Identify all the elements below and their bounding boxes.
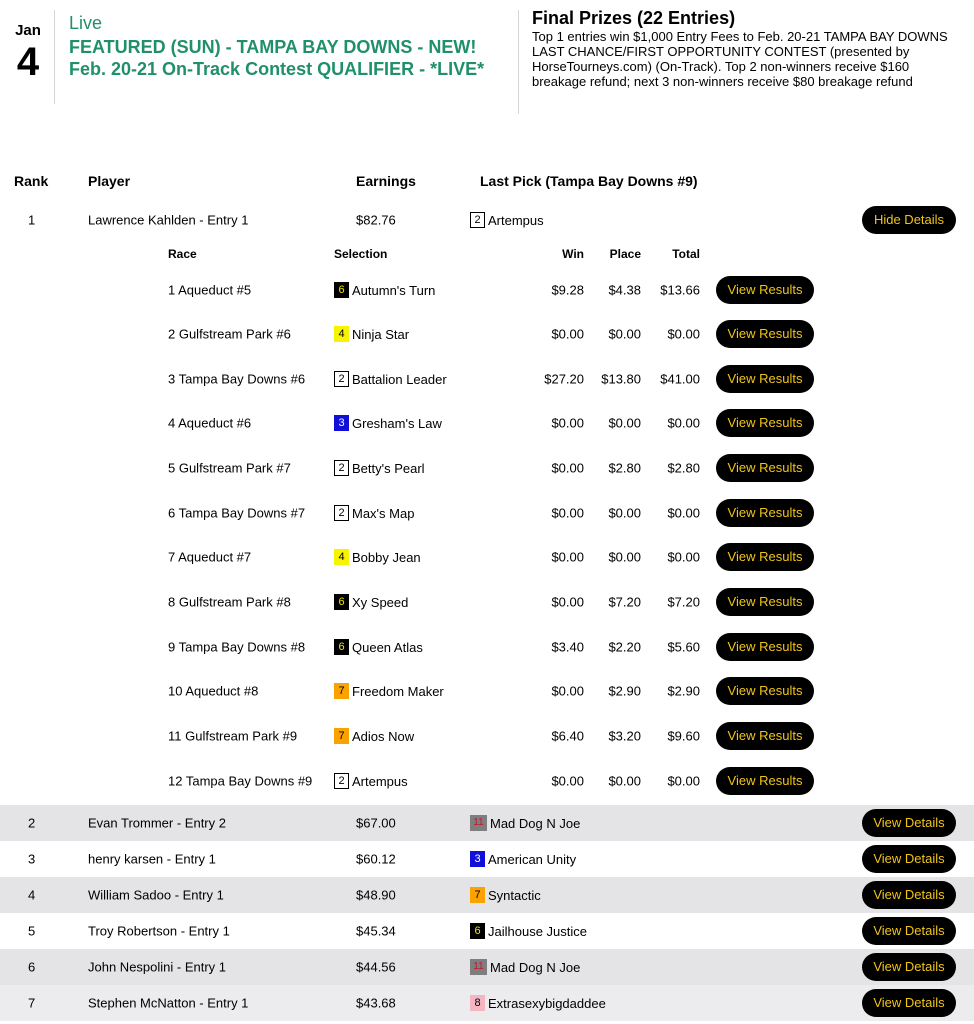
total-payout: $0.00 bbox=[667, 549, 700, 565]
win-payout: $0.00 bbox=[551, 505, 584, 521]
saddle-cloth-number: 6 bbox=[470, 923, 485, 939]
race-name: 1 Aqueduct #5 bbox=[168, 282, 252, 298]
last-pick bbox=[470, 815, 580, 831]
last-pick bbox=[470, 887, 541, 903]
place-payout: $0.00 bbox=[608, 326, 641, 342]
total-payout: $7.20 bbox=[667, 594, 700, 610]
horse-name: Jailhouse Justice bbox=[488, 923, 587, 939]
saddle-cloth-number: 11 bbox=[470, 959, 487, 975]
race-detail-row bbox=[0, 759, 974, 803]
selection bbox=[334, 415, 442, 431]
race-detail-row bbox=[0, 268, 974, 312]
player-name: henry karsen - Entry 1 bbox=[88, 851, 216, 867]
horse-name: Autumn's Turn bbox=[352, 282, 436, 298]
race-detail-row bbox=[0, 535, 974, 579]
saddle-cloth-number: 6 bbox=[334, 594, 349, 610]
race-name: 3 Tampa Bay Downs #6 bbox=[168, 371, 306, 387]
race-detail-row bbox=[0, 357, 974, 401]
place-payout: $0.00 bbox=[608, 415, 641, 431]
column-header-last-pick: Last Pick (Tampa Bay Downs #9) bbox=[480, 173, 698, 189]
column-header-earnings: Earnings bbox=[356, 173, 416, 189]
horse-name: Artempus bbox=[352, 773, 408, 789]
total-payout: $41.00 bbox=[660, 371, 700, 387]
earnings: $48.90 bbox=[356, 887, 396, 903]
saddle-cloth-number: 11 bbox=[470, 815, 487, 831]
leaderboard-row bbox=[0, 877, 974, 913]
win-payout: $0.00 bbox=[551, 594, 584, 610]
win-payout: $3.40 bbox=[551, 639, 584, 655]
earnings: $44.56 bbox=[356, 959, 396, 975]
view-results-button[interactable]: View Results bbox=[716, 409, 814, 437]
view-results-button[interactable]: View Results bbox=[716, 677, 814, 705]
race-name: 12 Tampa Bay Downs #9 bbox=[168, 773, 313, 789]
race-name: 10 Aqueduct #8 bbox=[168, 683, 259, 699]
win-payout: $27.20 bbox=[544, 371, 584, 387]
player-name: Evan Trommer - Entry 2 bbox=[88, 815, 226, 831]
prize-divider bbox=[518, 10, 519, 114]
view-results-button[interactable]: View Results bbox=[716, 588, 814, 616]
view-results-button[interactable]: View Results bbox=[716, 722, 814, 750]
race-detail-row bbox=[0, 580, 974, 624]
rank: 2 bbox=[28, 815, 36, 831]
race-name: 4 Aqueduct #6 bbox=[168, 415, 252, 431]
place-payout: $0.00 bbox=[608, 549, 641, 565]
win-payout: $0.00 bbox=[551, 460, 584, 476]
race-detail-row bbox=[0, 312, 974, 356]
earnings: $67.00 bbox=[356, 815, 396, 831]
race-name: 6 Tampa Bay Downs #7 bbox=[168, 505, 306, 521]
total-payout: $2.90 bbox=[667, 683, 700, 699]
saddle-cloth-number: 7 bbox=[470, 887, 485, 903]
selection bbox=[334, 371, 447, 387]
selection bbox=[334, 728, 414, 744]
contest-date bbox=[12, 22, 44, 82]
place-payout: $0.00 bbox=[608, 505, 641, 521]
view-details-button[interactable]: View Details bbox=[862, 845, 956, 873]
win-payout: $9.28 bbox=[551, 282, 584, 298]
column-header-player: Player bbox=[88, 173, 131, 189]
win-payout: $0.00 bbox=[551, 773, 584, 789]
details-header-race: Race bbox=[168, 247, 197, 261]
view-results-button[interactable]: View Results bbox=[716, 767, 814, 795]
place-payout: $2.90 bbox=[608, 683, 641, 699]
horse-name: Battalion Leader bbox=[352, 371, 447, 387]
saddle-cloth-number: 2 bbox=[334, 460, 349, 476]
horse-name: Extrasexybigdaddee bbox=[488, 995, 606, 1011]
last-pick bbox=[470, 851, 576, 867]
leaderboard-row bbox=[0, 985, 974, 1021]
race-detail-row bbox=[0, 401, 974, 445]
hide-details-button[interactable]: Hide Details bbox=[862, 206, 956, 234]
place-payout: $3.20 bbox=[608, 728, 641, 744]
horse-name: Mad Dog N Joe bbox=[490, 815, 581, 831]
horse-name: Gresham's Law bbox=[352, 415, 442, 431]
rank: 6 bbox=[28, 959, 36, 975]
selection bbox=[334, 282, 435, 298]
selection bbox=[334, 460, 425, 476]
rank: 5 bbox=[28, 923, 36, 939]
details-header-place: Place bbox=[609, 247, 641, 261]
view-results-button[interactable]: View Results bbox=[716, 454, 814, 482]
last-pick bbox=[470, 212, 544, 228]
view-details-button[interactable]: View Details bbox=[862, 881, 956, 909]
contest-status: Live bbox=[69, 13, 103, 33]
total-payout: $0.00 bbox=[667, 326, 700, 342]
saddle-cloth-number: 7 bbox=[334, 683, 349, 699]
saddle-cloth-number: 2 bbox=[334, 505, 349, 521]
view-details-button[interactable]: View Details bbox=[862, 953, 956, 981]
last-pick bbox=[470, 923, 587, 939]
leaderboard-row bbox=[0, 841, 974, 877]
horse-name: Queen Atlas bbox=[352, 639, 423, 655]
details-header-win: Win bbox=[562, 247, 584, 261]
saddle-cloth-number: 7 bbox=[334, 728, 349, 744]
win-payout: $0.00 bbox=[551, 326, 584, 342]
race-detail-row bbox=[0, 491, 974, 535]
horse-name: Syntactic bbox=[488, 887, 541, 903]
selection bbox=[334, 594, 408, 610]
view-results-button[interactable]: View Results bbox=[716, 276, 814, 304]
view-results-button[interactable]: View Results bbox=[716, 499, 814, 527]
win-payout: $6.40 bbox=[551, 728, 584, 744]
saddle-cloth-number: 6 bbox=[334, 639, 349, 655]
saddle-cloth-number: 8 bbox=[470, 995, 485, 1011]
leaderboard-row bbox=[0, 949, 974, 985]
prize-description: Top 1 entries win $1,000 Entry Fees to Feb. 20-21 TAMPA BAY DOWNS LAST CHANCE/FIRST OPPORTUNITY CONTEST (presented by HorseTourneys.com) (On-Track). Top 2 non-winners receive $160 breakage refund; next 3 non-winners receive $80 breakage refund bbox=[532, 29, 948, 89]
race-name: 9 Tampa Bay Downs #8 bbox=[168, 639, 306, 655]
horse-name: Mad Dog N Joe bbox=[490, 959, 581, 975]
saddle-cloth-number: 2 bbox=[334, 773, 349, 789]
header-divider bbox=[54, 10, 55, 104]
saddle-cloth-number: 2 bbox=[470, 212, 485, 228]
total-payout: $9.60 bbox=[667, 728, 700, 744]
horse-name: Ninja Star bbox=[352, 326, 410, 342]
horse-name: Artempus bbox=[488, 212, 544, 228]
race-detail-row bbox=[0, 625, 974, 669]
race-name: 5 Gulfstream Park #7 bbox=[168, 460, 291, 476]
saddle-cloth-number: 3 bbox=[470, 851, 485, 867]
horse-name: Freedom Maker bbox=[352, 683, 444, 699]
leaderboard-row bbox=[0, 805, 974, 841]
saddle-cloth-number: 4 bbox=[334, 326, 349, 342]
horse-name: Betty's Pearl bbox=[352, 460, 425, 476]
player-name: Lawrence Kahlden - Entry 1 bbox=[88, 212, 249, 228]
rank: 4 bbox=[28, 887, 36, 903]
player-name: William Sadoo - Entry 1 bbox=[88, 887, 224, 903]
horse-name: American Unity bbox=[488, 851, 577, 867]
total-payout: $0.00 bbox=[667, 415, 700, 431]
view-details-button[interactable]: View Details bbox=[862, 917, 956, 945]
place-payout: $7.20 bbox=[608, 594, 641, 610]
horse-name: Max's Map bbox=[352, 505, 415, 521]
leaderboard-row bbox=[0, 202, 974, 238]
rank: 3 bbox=[28, 851, 36, 867]
saddle-cloth-number: 6 bbox=[334, 282, 349, 298]
race-name: 11 Gulfstream Park #9 bbox=[168, 728, 298, 744]
date-month: Jan bbox=[15, 22, 41, 39]
place-payout: $2.20 bbox=[608, 639, 641, 655]
player-name: Troy Robertson - Entry 1 bbox=[88, 923, 230, 939]
player-name: Stephen McNatton - Entry 1 bbox=[88, 995, 249, 1011]
contest-title: FEATURED (SUN) - TAMPA BAY DOWNS - NEW! Feb. 20-21 On-Track Contest QUALIFIER - *LIVE* bbox=[69, 37, 485, 79]
win-payout: $0.00 bbox=[551, 549, 584, 565]
horse-name: Bobby Jean bbox=[352, 549, 421, 565]
earnings: $82.76 bbox=[356, 212, 396, 228]
place-payout: $0.00 bbox=[608, 773, 641, 789]
details-header-selection: Selection bbox=[334, 247, 388, 261]
view-results-button[interactable]: View Results bbox=[716, 633, 814, 661]
earnings: $43.68 bbox=[356, 995, 396, 1011]
total-payout: $0.00 bbox=[667, 505, 700, 521]
details-header-total: Total bbox=[672, 247, 700, 261]
date-day: 4 bbox=[16, 40, 40, 84]
earnings: $45.34 bbox=[356, 923, 396, 939]
view-results-button[interactable]: View Results bbox=[716, 543, 814, 571]
selection bbox=[334, 639, 423, 655]
view-results-button[interactable]: View Results bbox=[716, 320, 814, 348]
rank: 1 bbox=[28, 212, 36, 228]
total-payout: $2.80 bbox=[667, 460, 700, 476]
saddle-cloth-number: 3 bbox=[334, 415, 349, 431]
total-payout: $5.60 bbox=[667, 639, 700, 655]
selection bbox=[334, 683, 444, 699]
view-results-button[interactable]: View Results bbox=[716, 365, 814, 393]
selection bbox=[334, 773, 408, 789]
selection bbox=[334, 326, 409, 342]
view-details-button[interactable]: View Details bbox=[862, 989, 956, 1017]
last-pick bbox=[470, 959, 580, 975]
prize-title: Final Prizes (22 Entries) bbox=[532, 8, 736, 28]
race-detail-row bbox=[0, 714, 974, 758]
selection bbox=[334, 549, 421, 565]
last-pick bbox=[470, 995, 606, 1011]
place-payout: $13.80 bbox=[601, 371, 641, 387]
view-details-button[interactable]: View Details bbox=[862, 809, 956, 837]
race-name: 2 Gulfstream Park #6 bbox=[168, 326, 291, 342]
win-payout: $0.00 bbox=[551, 415, 584, 431]
race-detail-row bbox=[0, 446, 974, 490]
horse-name: Adios Now bbox=[352, 728, 415, 744]
race-name: 8 Gulfstream Park #8 bbox=[168, 594, 291, 610]
column-header-rank: Rank bbox=[14, 173, 49, 189]
earnings: $60.12 bbox=[356, 851, 396, 867]
total-payout: $13.66 bbox=[660, 282, 700, 298]
race-name: 7 Aqueduct #7 bbox=[168, 549, 252, 565]
win-payout: $0.00 bbox=[551, 683, 584, 699]
leaderboard-row bbox=[0, 913, 974, 949]
selection bbox=[334, 505, 414, 521]
saddle-cloth-number: 2 bbox=[334, 371, 349, 387]
race-detail-row bbox=[0, 669, 974, 713]
total-payout: $0.00 bbox=[667, 773, 700, 789]
rank: 7 bbox=[28, 995, 36, 1011]
place-payout: $4.38 bbox=[608, 282, 641, 298]
horse-name: Xy Speed bbox=[352, 594, 409, 610]
player-name: John Nespolini - Entry 1 bbox=[88, 959, 227, 975]
place-payout: $2.80 bbox=[608, 460, 641, 476]
saddle-cloth-number: 4 bbox=[334, 549, 349, 565]
